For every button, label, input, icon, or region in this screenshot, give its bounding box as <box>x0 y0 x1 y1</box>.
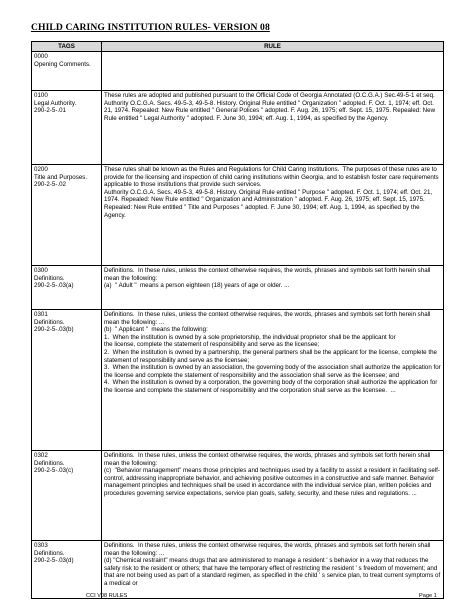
tag-cell <box>32 91 102 165</box>
tag-cell <box>32 310 102 451</box>
table-header-row <box>32 42 444 52</box>
rule-cell <box>102 52 444 91</box>
tag-cell <box>32 451 102 541</box>
rules-table <box>31 41 444 599</box>
tag-name: Definitions. <box>34 459 65 467</box>
rule-text: Definitions. In these rules, unless the context otherwise requires, the words, phrases and symbols set forth herein shall mean the following: (c) "Behavior management" means those principles and techniques used by a facility to assist a resident in facilitating self-control, addressing inappropriate behavior, and achieving positive outcomes in a constructive and safe manner. Behavior management principles and techniques shall be used in accordance with the individual service plan, written policies and procedures governing service expectations, service plan goals, safety, security, and these rules and regulations. ... <box>104 452 440 497</box>
tag-code: 0301 <box>34 311 48 318</box>
tag-name: Title and Purposes. <box>34 173 88 181</box>
footer-document-name: CCI V08 RULES <box>86 593 128 599</box>
rule-cell <box>102 165 444 266</box>
rule-column-header: RULE <box>102 42 444 52</box>
table-row <box>32 541 444 599</box>
table-row <box>32 451 444 541</box>
rule-cell <box>102 91 444 165</box>
rule-text: These rules are adopted and published pursuant to the Official Code of Georgia Annotated (O.C.G.A.) Sec.49-5-1 et seq. Authority O.C.G.A. Secs. 49-5-3, 49-5-8. History. Original Rule entitled " Organization " adopted. F. Oct. 1, 1974; eff. Oct. 21, 1974. Repealed: New Rule entitled " General Polices " adopted. F. Aug. 26, 1975; eff. Sept. 15, 1975. Repealed: New Rule entitled " Legal Authority " adopted. F. June 30, 1994; eff. Aug. 1, 1994, as specified by the Agency. <box>104 92 436 122</box>
table-row <box>32 91 444 165</box>
rule-cell <box>102 541 444 599</box>
rule-text: These rules shall be known as the Rules and Regulations for Child Caring Institutions. The purposes of these rules are to provide for the licensing and inspection of child caring institutions within Georgia, and to establish foster care requirements applicable to those institutions that provide such services. Authority O.C.G.A. Secs. 49-5-3, 49-5-8. History. Original Rule entitled " Purpose " adopted. F. Oct. 1, 1974; eff. Oct. 21, 1974. Repealed: New Rule entitled " Organization and Administration " adopted. F. Aug. 26, 1975; eff. Sept. 15, 1975. Repealed: New Rule entitled " Title and Purposes " adopted. F. June 30, 1994; eff. Aug. 1, 1994, as specified by the Agency. <box>104 166 439 219</box>
rule-text: Definitions. In these rules, unless the context otherwise requires, the words, phrases and symbols set forth herein shall mean the following: (a) " Adult " means a person eighteen (18) years of age or older. ... <box>104 267 431 290</box>
tag-reference: 290-2-5-.03(d) <box>34 557 74 565</box>
tag-code: 0302 <box>34 452 48 459</box>
table-row <box>32 266 444 310</box>
tags-column-header: TAGS <box>32 42 102 52</box>
tag-code: 0303 <box>34 542 48 549</box>
tag-code: 0000 <box>34 53 48 60</box>
tag-reference: 290-2-5-.01 <box>34 107 66 115</box>
tag-code: 0100 <box>34 92 48 99</box>
tag-reference: 290-2-5-.02 <box>34 181 66 189</box>
tag-reference: 290-2-5-.03(b) <box>34 326 74 334</box>
rule-text: Definitions. In these rules, unless the context otherwise requires, the words, phrases and symbols set forth herein shall mean the following: ... (b) " Applicant " means the following: 1. When the institution is owned by a sole proprietorship, the individual proprietor shall be the applicant for the license, complete the statement of responsibility and serve as the licensee; 2. When the institution is owned by a partnership, the general partners shall be the applicant for the license, complete the statement of responsibility and serve as the licensee; 3. When the institution is owned by an association, the governing body of the association shall authorize the application for the license and complete the statement of responsibility and the association shall serve as the licensee; and 4. When the institution is owned by a corporation, the governing body of the corporation shall authorize the application for the license and complete the statement of responsibility and the corporation shall serve as the licensee. ... <box>104 311 441 394</box>
rule-cell <box>102 451 444 541</box>
page-title: CHILD CARING INSTITUTION RULES- VERSION 08 <box>31 22 270 33</box>
tag-cell <box>32 52 102 91</box>
rule-cell <box>102 310 444 451</box>
tag-code: 0300 <box>34 267 48 274</box>
tag-cell <box>32 541 102 599</box>
footer-page-number: Page 1 <box>419 593 437 599</box>
tag-name: Legal Authority. <box>34 99 77 107</box>
rule-cell <box>102 266 444 310</box>
tag-name: Definitions. <box>34 549 65 557</box>
table-row <box>32 310 444 451</box>
tag-reference: 290-2-5-.03(a) <box>34 282 74 290</box>
table-row <box>32 52 444 91</box>
tag-cell <box>32 266 102 310</box>
table-row <box>32 165 444 266</box>
tag-cell <box>32 165 102 266</box>
tag-reference: 290-2-5-.03(c) <box>34 467 74 475</box>
tag-code: 0200 <box>34 166 48 173</box>
tag-name: Opening Comments. <box>34 60 91 68</box>
rule-text: Definitions. In these rules, unless the context otherwise requires, the words, phrases and symbols set forth herein shall mean the following: ... (d) "Chemical restraint" means drugs that are administered to manage a resident ' s behavior in a way that reduces the safety risk to the resident or others; that have the temporary effect of restricting the resident ' s freedom of movement; and that are not being used as part of a standard regimen, as specified in the child ' s service plan, to treat current symptoms of a medical or <box>104 542 441 587</box>
tag-name: Definitions. <box>34 318 65 326</box>
tag-name: Definitions. <box>34 274 65 282</box>
